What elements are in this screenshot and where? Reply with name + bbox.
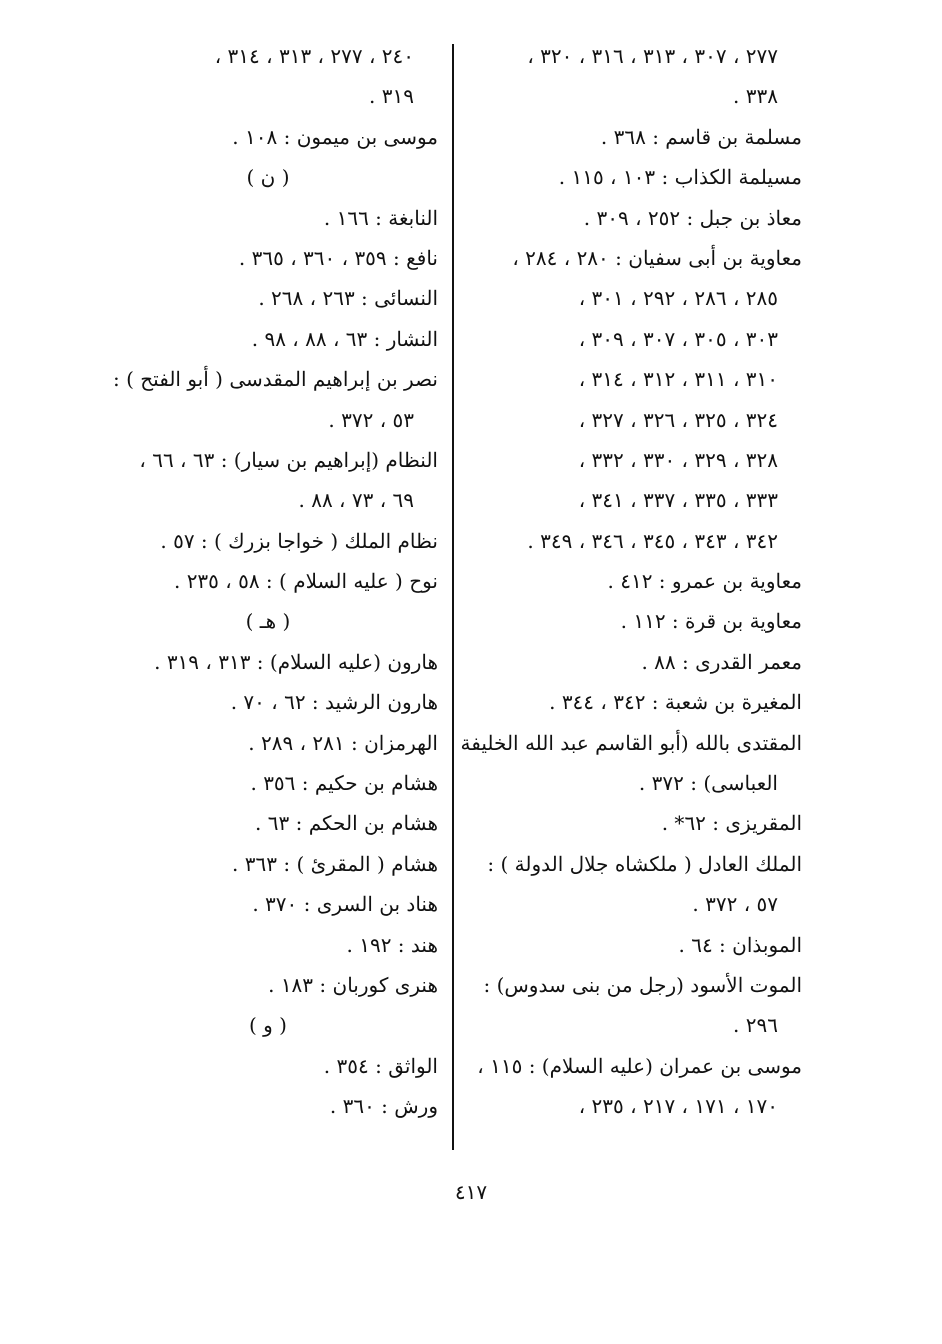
index-entry-line: معاذ بن جبل : ٢٥٢ ، ٣٠٩ . (583, 205, 802, 230)
index-entry-line: ٣٤٢ ، ٣٤٣ ، ٣٤٥ ، ٣٤٦ ، ٣٤٩ . (527, 528, 778, 553)
index-entry-line: هند : ١٩٢ . (346, 932, 438, 957)
index-entry-line: ٣٣٨ . (733, 84, 778, 109)
index-entry-line: العباسى) : ٣٧٢ . (638, 771, 778, 796)
index-entry-line: نوح ( عليه السلام ) : ٥٨ ، ٢٣٥ . (173, 569, 438, 594)
index-entry-line: هنرى كوربان : ١٨٣ . (268, 972, 438, 997)
index-entry-line: هشام ( المقرئ ) : ٣٦٣ . (232, 851, 438, 876)
section-letter-heading: ( ن ) (246, 165, 290, 190)
index-entry-line: ٥٧ ، ٣٧٢ . (692, 892, 778, 917)
index-column-left (98, 36, 438, 1127)
index-entry-line: الموت الأسود (رجل من بنى سدوس) : (483, 972, 802, 997)
index-entry-line: الواثق : ٣٥٤ . (323, 1053, 438, 1078)
section-letter-heading: ( و ) (249, 1013, 287, 1038)
index-entry-line: هارون (عليه السلام) : ٣١٣ ، ٣١٩ . (154, 649, 438, 674)
index-entry-line: ٢٩٦ . (733, 1013, 778, 1038)
index-entry-line: هشام بن الحكم : ٦٣ . (255, 811, 438, 836)
index-entry-line: الملك العادل ( ملكشاه جلال الدولة ) : (487, 851, 802, 876)
index-entry-line: نافع : ٣٥٩ ، ٣٦٠ ، ٣٦٥ . (238, 245, 438, 270)
index-entry-line: موسى بن عمران (عليه السلام) : ١١٥ ، (477, 1053, 802, 1078)
index-entry-line: ٣٢٨ ، ٣٢٩ ، ٣٣٠ ، ٣٣٢ ، (578, 447, 778, 472)
index-entry-line: موسى بن ميمون : ١٠٨ . (232, 124, 438, 149)
index-entry-line: النسائى : ٢٦٣ ، ٢٦٨ . (258, 286, 438, 311)
index-entry-line: ١٧٠ ، ١٧١ ، ٢١٧ ، ٢٣٥ ، (578, 1094, 778, 1119)
index-entry-line: مسلمة بن قاسم : ٣٦٨ . (600, 124, 802, 149)
index-entry-line: نظام الملك ( خواجا بزرك ) : ٥٧ . (160, 528, 438, 553)
index-entry-line: المقريزى : ٦٢* . (661, 811, 802, 836)
index-entry-line: ٣٠٣ ، ٣٠٥ ، ٣٠٧ ، ٣٠٩ ، (578, 326, 778, 351)
index-entry-line: نصر بن إبراهيم المقدسى ( أبو الفتح ) : (113, 367, 438, 392)
index-entry-line: ٦٩ ، ٧٣ ، ٨٨ . (298, 488, 414, 513)
index-entry-line: ٣١٠ ، ٣١١ ، ٣١٢ ، ٣١٤ ، (578, 367, 778, 392)
page-number: ٤١٧ (454, 1180, 488, 1204)
index-entry-line: ٣١٩ . (369, 84, 414, 109)
index-entry-line: ورش : ٣٦٠ . (329, 1094, 438, 1119)
section-letter-heading: ( هـ ) (245, 609, 291, 634)
index-entry-line: النظام (إبراهيم بن سيار) : ٦٣ ، ٦٦ ، (139, 447, 438, 472)
index-entry-line: ٢٧٧ ، ٣٠٧ ، ٣١٣ ، ٣١٦ ، ٣٢٠ ، (527, 44, 778, 68)
index-entry-line: المقتدى بالله (أبو القاسم عبد الله الخليفة (460, 730, 802, 755)
column-divider (452, 44, 454, 1150)
index-entry-line: معاوية بن عمرو : ٤١٢ . (607, 569, 802, 594)
index-entry-line: ٣٢٤ ، ٣٢٥ ، ٣٢٦ ، ٣٢٧ ، (578, 407, 778, 432)
index-entry-line: معاوية بن أبى سفيان : ٢٨٠ ، ٢٨٤ ، (512, 245, 802, 270)
index-entry-line: المغيرة بن شعبة : ٣٤٢ ، ٣٤٤ . (549, 690, 802, 715)
index-entry-line: هارون الرشيد : ٦٢ ، ٧٠ . (230, 690, 438, 715)
index-entry-line: ٢٤٠ ، ٢٧٧ ، ٣١٣ ، ٣١٤ ، (214, 44, 414, 68)
index-entry-line: هناد بن السرى : ٣٧٠ . (252, 892, 438, 917)
index-entry-line: الهرمزان : ٢٨١ ، ٢٨٩ . (248, 730, 438, 755)
index-entry-line: معاوية بن قرة : ١١٢ . (620, 609, 802, 634)
index-entry-line: الموبذان : ٦٤ . (678, 932, 802, 957)
index-entry-line: النابغة : ١٦٦ . (323, 205, 438, 230)
index-entry-line: مسيلمة الكذاب : ١٠٣ ، ١١٥ . (558, 165, 802, 190)
index-entry-line: هشام بن حكيم : ٣٥٦ . (250, 771, 438, 796)
index-entry-line: ٥٣ ، ٣٧٢ . (328, 407, 414, 432)
index-entry-line: ٢٨٥ ، ٢٨٦ ، ٢٩٢ ، ٣٠١ ، (578, 286, 778, 311)
index-column-right (462, 36, 802, 1127)
index-entry-line: معمر القدرى : ٨٨ . (641, 649, 802, 674)
index-entry-line: النشار : ٦٣ ، ٨٨ ، ٩٨ . (251, 326, 438, 351)
index-entry-line: ٣٣٣ ، ٣٣٥ ، ٣٣٧ ، ٣٤١ ، (578, 488, 778, 513)
